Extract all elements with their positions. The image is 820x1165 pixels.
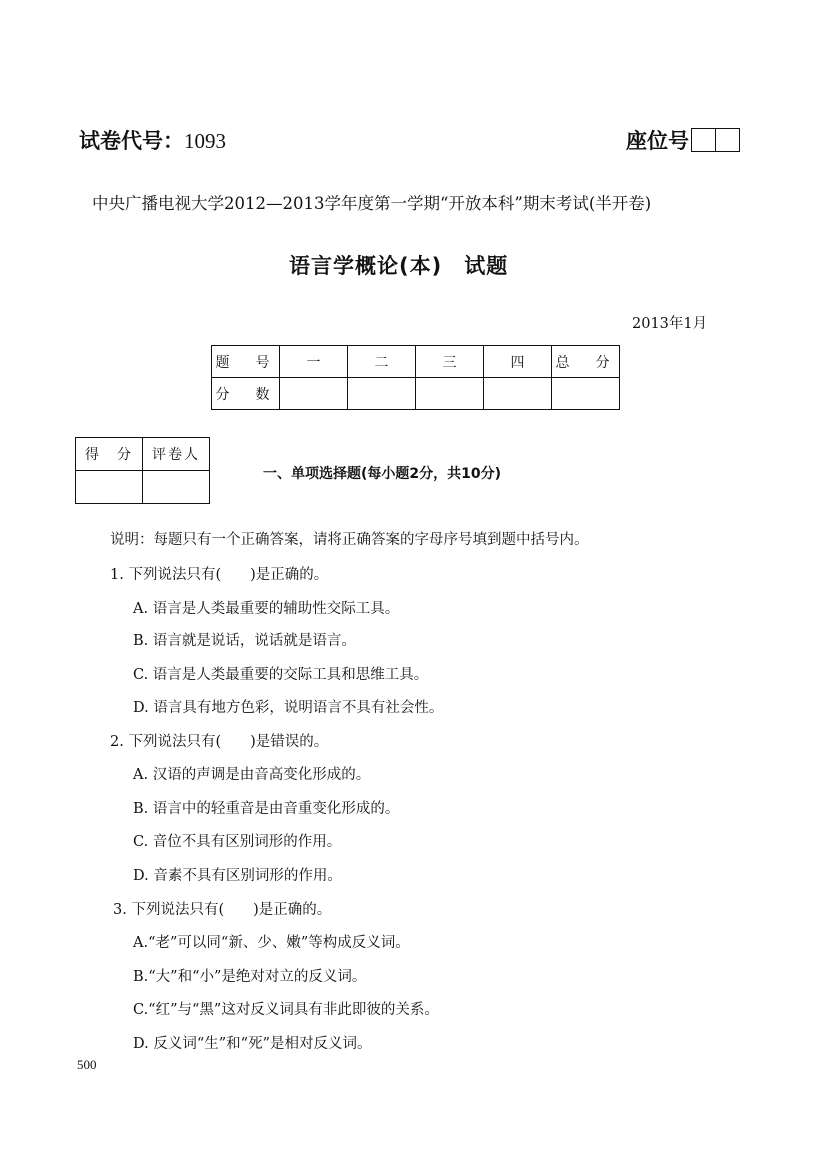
question-option: D. 音素不具有区别词形的作用。 — [133, 868, 342, 884]
score-table-cell: 分 数 — [212, 378, 280, 410]
exam-code — [79, 125, 226, 155]
score-table-cell: 三 — [416, 346, 484, 378]
question-option: B. 语言就是说话，说话就是语言。 — [133, 633, 356, 649]
question-option: D. 语言具有地方色彩，说明语言不具有社会性。 — [133, 700, 444, 716]
exam-code-label: 试卷代号： — [79, 129, 184, 153]
score-cell-empty — [348, 378, 416, 410]
score-table-score-row — [212, 378, 620, 410]
seat-box-2 — [715, 128, 740, 152]
question-option: A. 语言是人类最重要的辅助性交际工具。 — [133, 601, 400, 617]
score-table-cell: 题 号 — [212, 346, 280, 378]
score-table-cell: 一 — [280, 346, 348, 378]
score-cell-empty — [280, 378, 348, 410]
question-option: B. 语言中的轻重音是由音重变化形成的。 — [133, 801, 400, 817]
grader-table — [75, 437, 210, 504]
question-option: A. 汉语的声调是由音高变化形成的。 — [133, 767, 371, 783]
question-stem: 1. 下列说法只有( )是正确的。 — [110, 567, 329, 583]
score-table — [211, 345, 620, 410]
question-option: C. 语言是人类最重要的交际工具和思维工具。 — [133, 667, 429, 683]
seat-number-label: 座位号 — [626, 129, 689, 153]
grader-name-cell — [143, 471, 210, 504]
question-option: D. 反义词“生”和“死”是相对反义词。 — [133, 1036, 372, 1052]
section-title: 一、单项选择题(每小题2分，共10分) — [263, 466, 502, 482]
question-option: B.“大”和“小”是绝对对立的反义词。 — [133, 969, 367, 985]
grader-score-cell — [76, 471, 143, 504]
grader-score-label: 得 分 — [76, 438, 143, 471]
question-option: C.“红”与“黑”这对反义词具有非此即彼的关系。 — [133, 1002, 439, 1018]
score-table-cell: 四 — [484, 346, 552, 378]
score-table-cell: 总 分 — [552, 346, 620, 378]
question-option: A.“老”可以同“新、少、嫩”等构成反义词。 — [133, 935, 410, 951]
score-table-header-row — [212, 346, 620, 378]
exam-code-number: 1093 — [184, 129, 226, 153]
grader-name-label: 评卷人 — [143, 438, 210, 471]
question-stem: 2. 下列说法只有( )是错误的。 — [110, 734, 329, 750]
seat-number — [626, 125, 740, 155]
exam-title: 语言学概论(本) 试题 — [289, 254, 509, 278]
score-table-cell: 二 — [348, 346, 416, 378]
exam-date: 2013年1月 — [632, 316, 708, 332]
question-stem: 3. 下列说法只有( )是正确的。 — [113, 902, 332, 918]
question-option: C. 音位不具有区别词形的作用。 — [133, 834, 342, 850]
instruction: 说明：每题只有一个正确答案，请将正确答案的字母序号填到题中括号内。 — [110, 532, 589, 548]
university-line: 中央广播电视大学2012—2013学年度第一学期“开放本科”期末考试(半开卷) — [92, 194, 652, 213]
score-cell-empty — [484, 378, 552, 410]
seat-box-1 — [691, 128, 716, 152]
score-cell-empty — [416, 378, 484, 410]
score-cell-empty — [552, 378, 620, 410]
page-number: 500 — [77, 1057, 97, 1072]
